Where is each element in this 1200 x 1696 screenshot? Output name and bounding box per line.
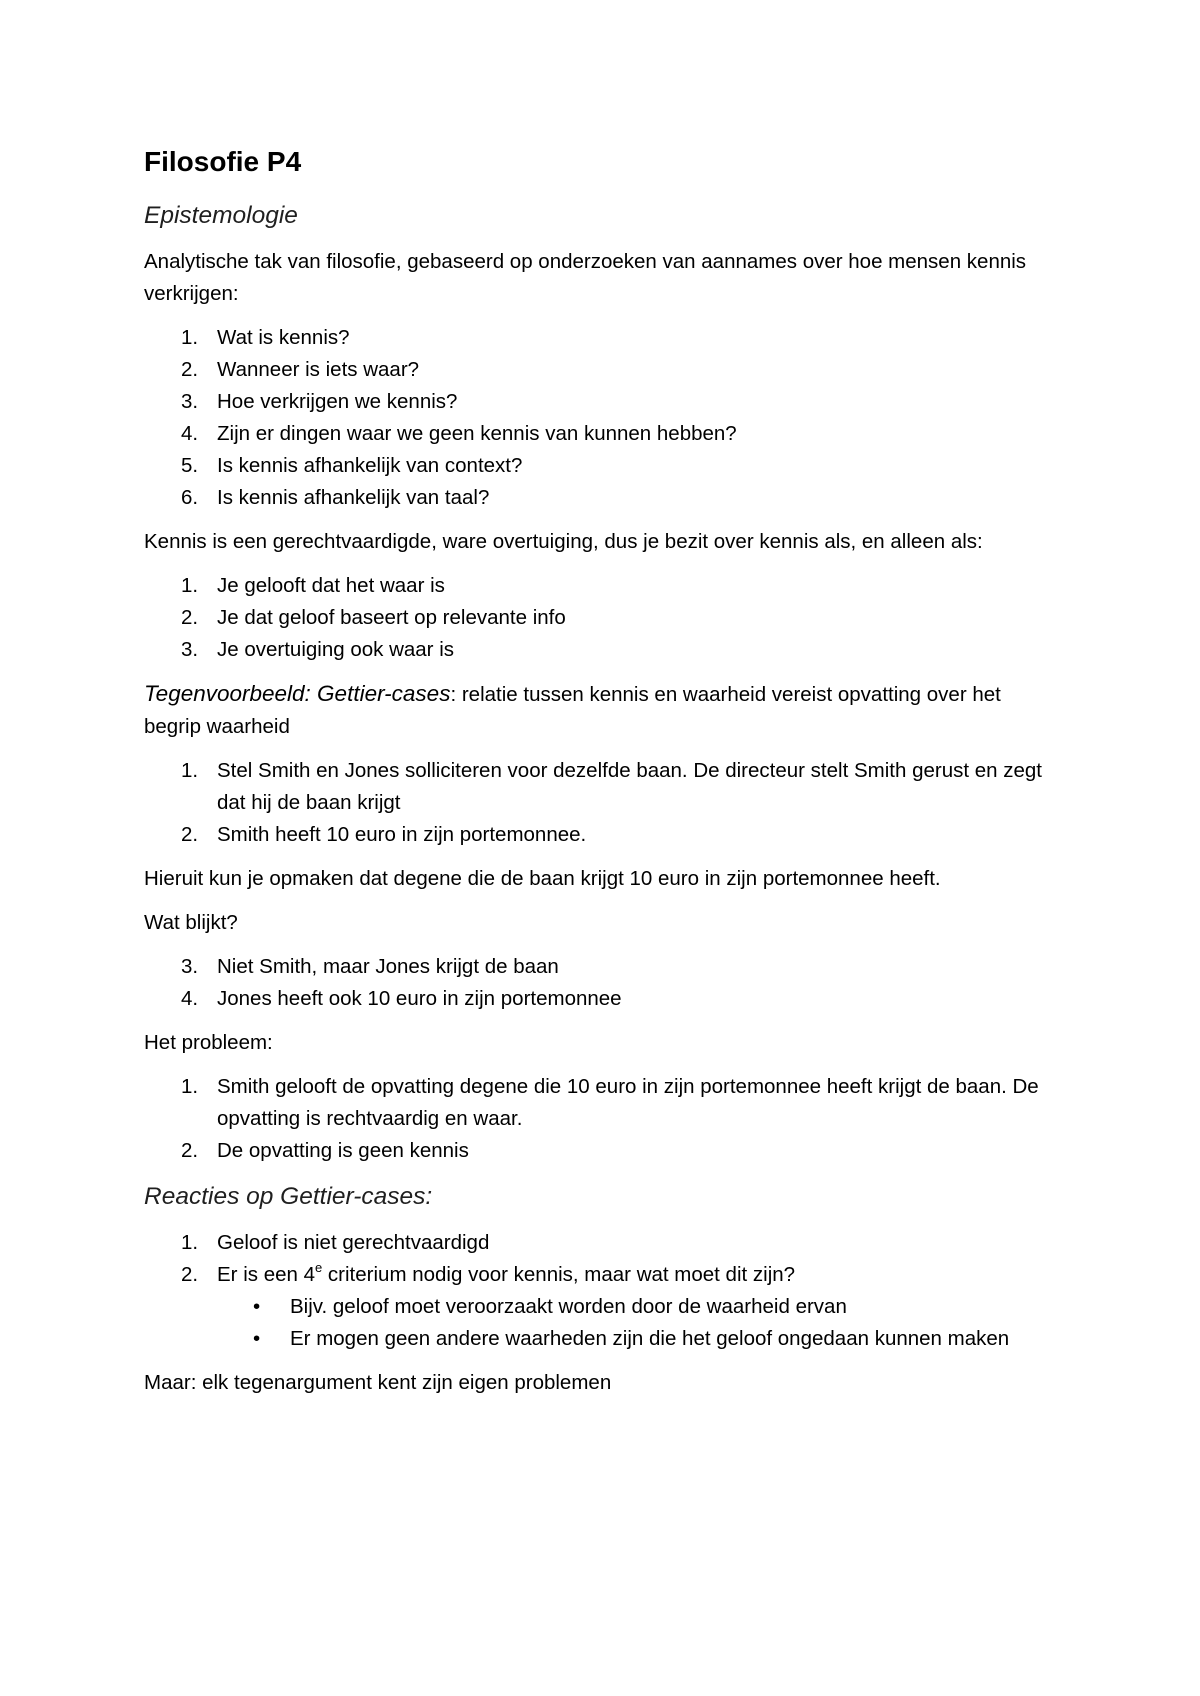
list-item [144,482,1060,514]
list-item [144,1071,1060,1135]
conditions-list [144,570,1060,666]
list-text: Je overtuiging ook waar is [217,638,455,661]
list-number: 1. [181,1075,199,1098]
list-number: 4. [181,422,199,445]
list-item [144,570,1060,602]
problem-list [144,1071,1060,1167]
list-number: 6. [181,486,199,509]
superscript: e [315,1260,323,1276]
bullet-text: Bijv. geloof moet veroorzaakt worden door de waarheid ervan [290,1295,847,1318]
reacties-bullets [144,1291,1060,1355]
gettier-text: : relatie tussen kennis en waarheid vereist opvatting over het begrip waarheid [144,683,1001,738]
list-item [144,386,1060,418]
questions-list [144,322,1060,514]
list-item [144,951,1060,983]
list-number: 1. [181,1231,199,1254]
list-text: Hoe verkrijgen we kennis? [217,390,458,413]
bullet-text: Er mogen geen andere waarheden zijn die het geloof ongedaan kunnen maken [290,1327,1010,1350]
list-text: De opvatting is geen kennis [217,1139,469,1162]
list-number: 3. [181,390,199,413]
list-text-pre: Er is een 4 [217,1263,315,1286]
list-text: Jones heeft ook 10 euro in zijn portemonnee [217,987,622,1010]
list-text: Je gelooft dat het waar is [217,574,445,597]
gettier-label: Tegenvoorbeeld: Gettier-cases [144,681,451,706]
list-item [144,602,1060,634]
list-text: Niet Smith, maar Jones krijgt de baan [217,955,559,978]
bullet-item [144,1291,1060,1323]
list-text: Zijn er dingen waar we geen kennis van kunnen hebben? [217,422,737,445]
gettier-paragraph [144,678,1060,743]
bullet-icon: • [253,1327,261,1350]
list-number: 5. [181,454,199,477]
list-number: 2. [181,358,199,381]
list-number: 4. [181,987,199,1010]
list-item [144,1227,1060,1259]
intro-paragraph: Analytische tak van filosofie, gebaseerd op onderzoeken van aannames over hoe mensen kennis verkrijgen: [144,250,1027,305]
list-text: Stel Smith en Jones solliciteren voor dezelfde baan. De directeur stelt Smith gerust en zegt dat hij de baan krijgt [217,759,1042,814]
list-number: 3. [181,638,199,661]
list-number: 1. [181,574,199,597]
list-item [144,1135,1060,1167]
list-text: Geloof is niet gerechtvaardigd [217,1231,490,1254]
list-number: 1. [181,326,199,349]
bullet-item [144,1323,1060,1355]
reacties-list [144,1227,1060,1291]
list-text: Je dat geloof baseert op relevante info [217,606,566,629]
bullet-icon: • [253,1295,261,1318]
list-item [144,418,1060,450]
list-text: Is kennis afhankelijk van taal? [217,486,490,509]
wat-blijkt-paragraph: Wat blijkt? [144,911,238,934]
list-item [144,755,1060,819]
list-text: Is kennis afhankelijk van context? [217,454,523,477]
list-item [144,450,1060,482]
list-number: 2. [181,1139,199,1162]
probleem-paragraph: Het probleem: [144,1031,273,1054]
list-item [144,983,1060,1015]
list-item [144,354,1060,386]
list-item [144,1259,1060,1291]
list-item [144,322,1060,354]
list-text: Wanneer is iets waar? [217,358,420,381]
list-text: Wat is kennis? [217,326,350,349]
final-paragraph: Maar: elk tegenargument kent zijn eigen problemen [144,1371,612,1394]
heading-epistemologie: Epistemologie [144,202,298,229]
list-number: 2. [181,823,199,846]
list-number: 2. [181,606,199,629]
heading-reacties: Reacties op Gettier-cases: [144,1183,433,1210]
list-number: 1. [181,759,199,782]
list-item [144,819,1060,851]
conclusion-paragraph: Hieruit kun je opmaken dat degene die de baan krijgt 10 euro in zijn portemonnee heeft. [144,867,941,890]
list-text-post: criterium nodig voor kennis, maar wat moet dit zijn? [322,1263,796,1286]
list-number: 3. [181,955,199,978]
list-text: Smith gelooft de opvatting degene die 10 euro in zijn portemonnee heeft krijgt de baan. De opvatting is rechtvaardig en waar. [217,1075,1039,1130]
document-title: Filosofie P4 [144,146,302,177]
definition-paragraph: Kennis is een gerechtvaardigde, ware overtuiging, dus je bezit over kennis als, en alleen als: [144,530,983,553]
list-item [144,634,1060,666]
list-number: 2. [181,1263,199,1286]
case-list-b [144,951,1060,1015]
list-text: Smith heeft 10 euro in zijn portemonnee. [217,823,587,846]
case-list-a [144,755,1060,851]
